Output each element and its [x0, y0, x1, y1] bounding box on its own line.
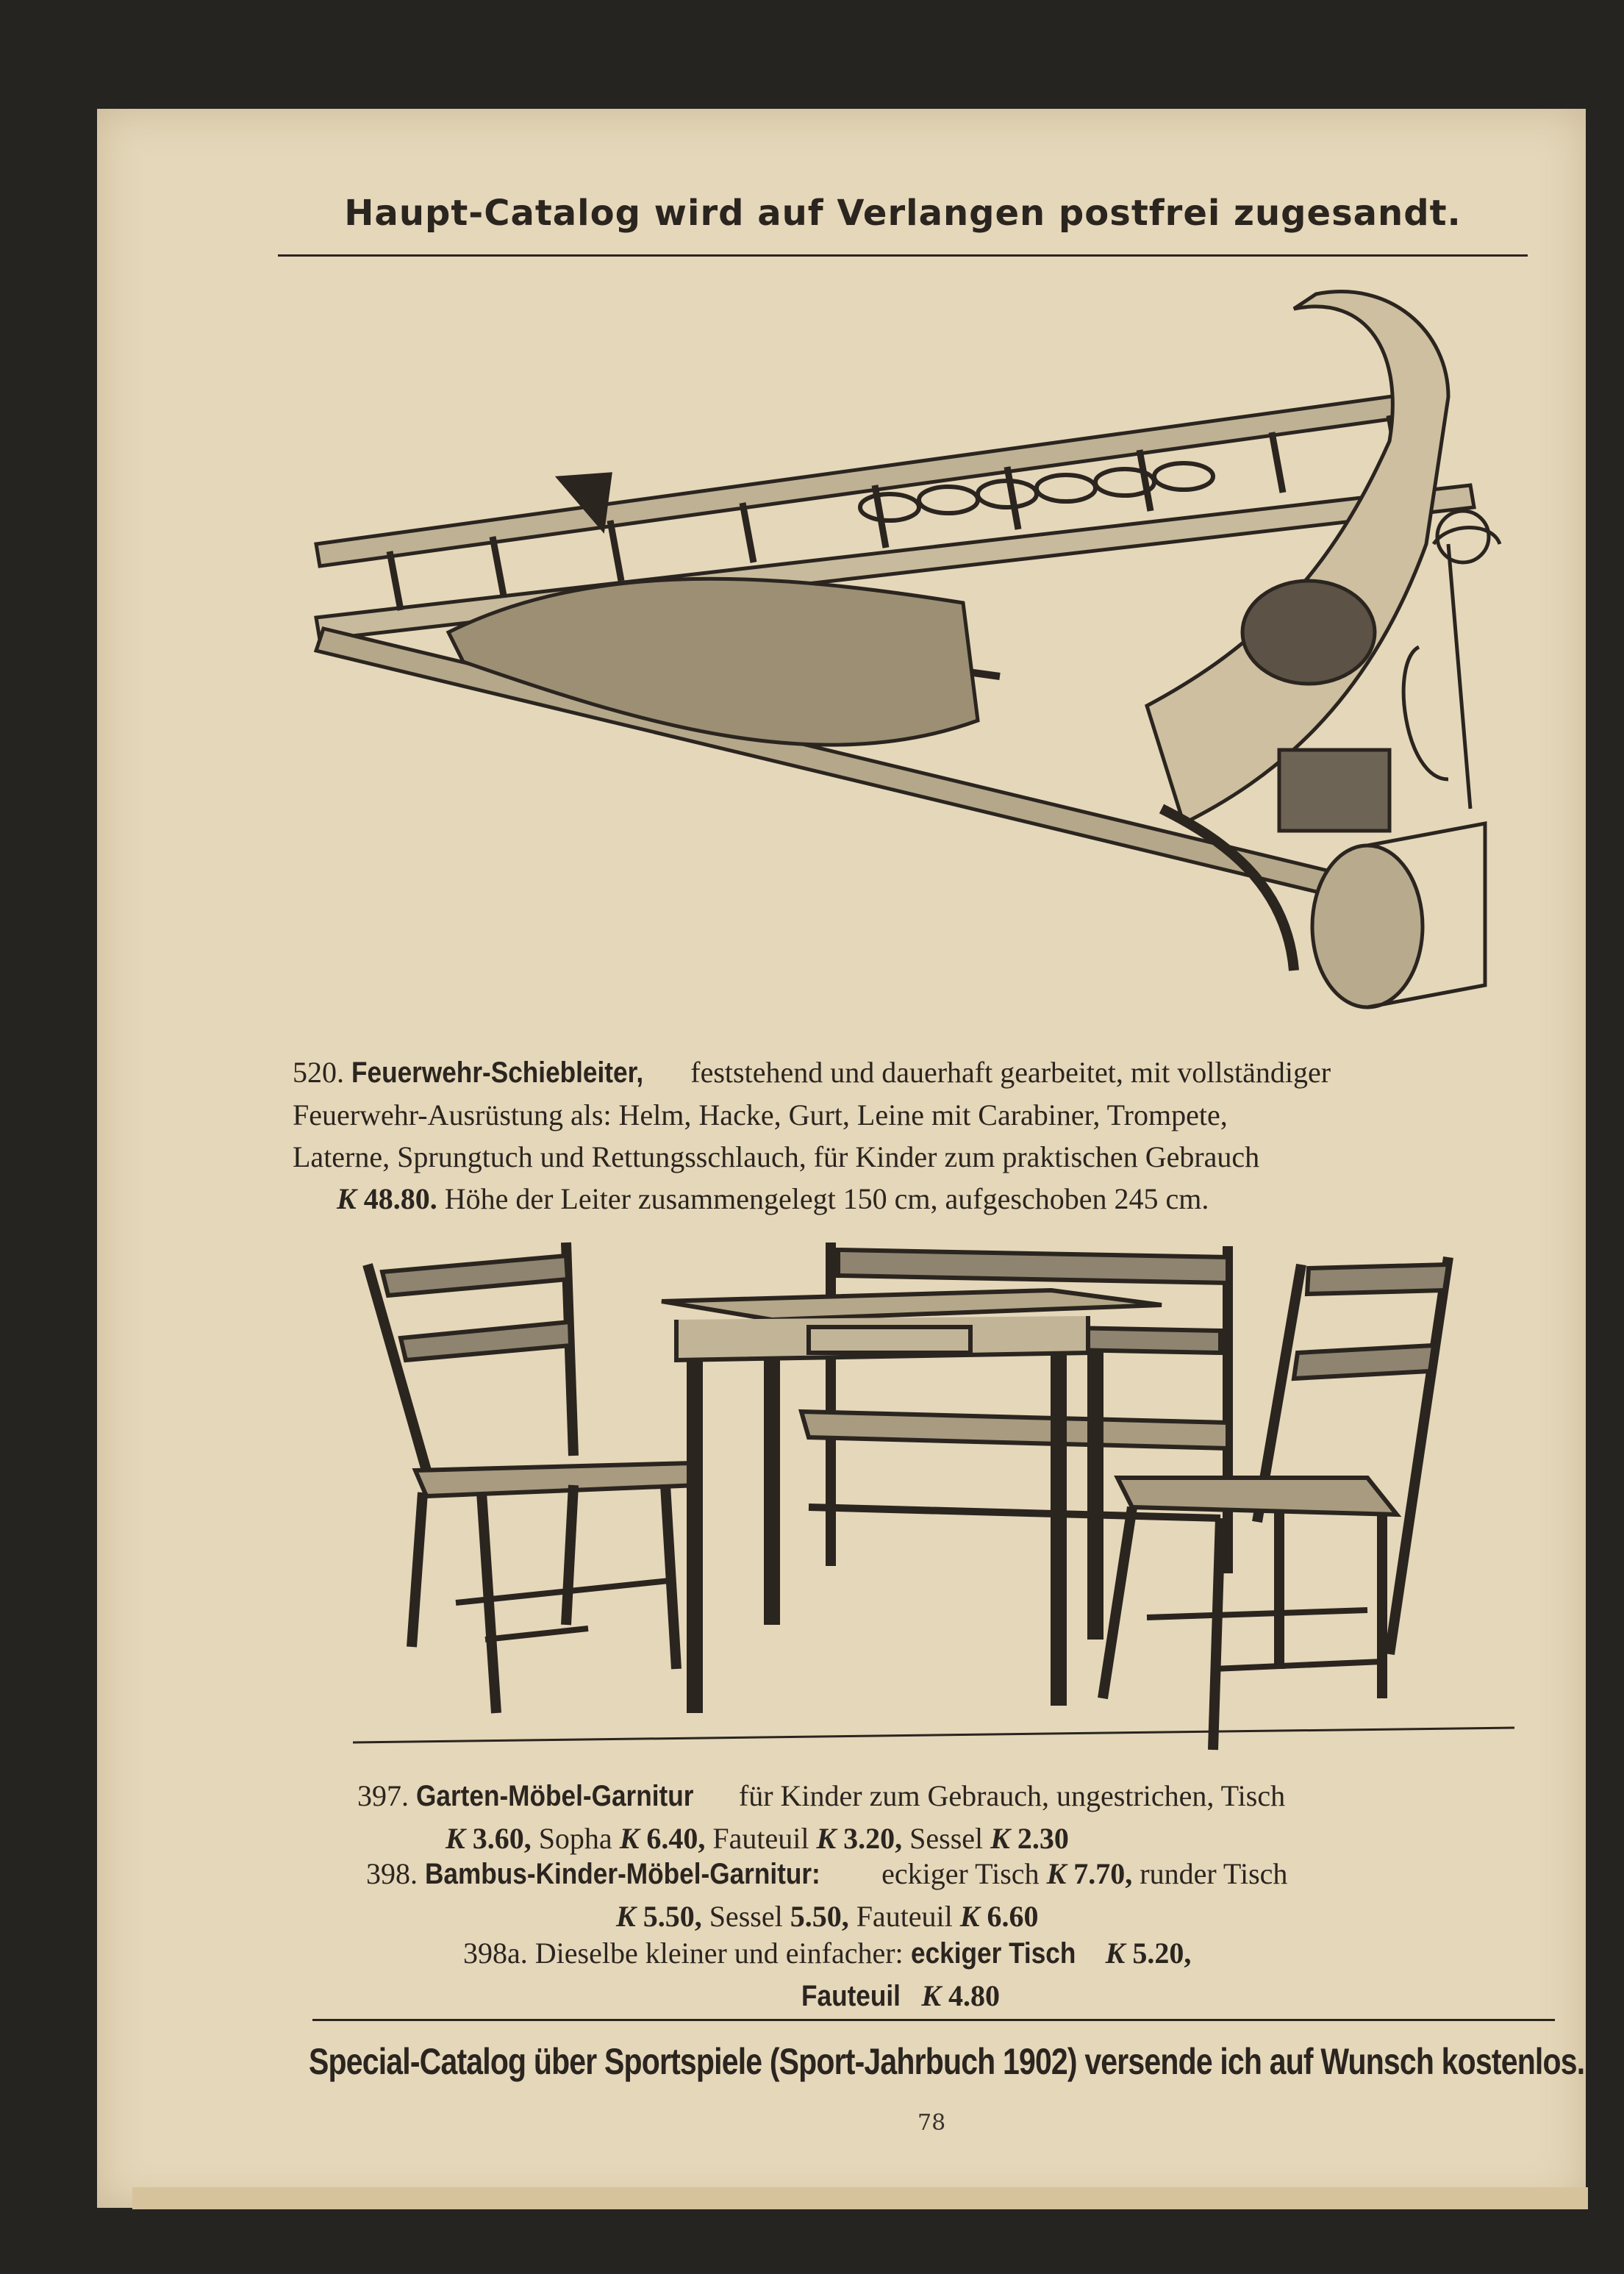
item-398-fauteuil-label: Fauteuil [856, 1900, 953, 1933]
item-397-k2: K [619, 1822, 640, 1855]
item-520-line3: Laterne, Sprungtuch und Rettungsschlauch, für Kinder zum praktischen Gebrauch [293, 1140, 1260, 1173]
fire-ladder-illustration [301, 265, 1507, 1029]
item-520-number: 520. [293, 1056, 344, 1089]
page-header: Haupt-Catalog wird auf Verlangen postfrei zugesandt. [344, 193, 1462, 234]
item-398a-description [463, 1932, 1492, 2017]
item-398-price-eckig: 7.70, [1073, 1857, 1133, 1890]
item-398-description [366, 1853, 1513, 1937]
item-398a-price-tisch: 5.20, [1132, 1937, 1192, 1970]
item-398a-k1: K [1105, 1937, 1126, 1970]
item-398-k2: K [616, 1900, 636, 1933]
item-520-line1: feststehend und dauerhaft gearbeitet, mit vollständiger [690, 1056, 1331, 1089]
footer-rule [312, 2019, 1555, 2021]
item-397-price-fauteuil: 3.20, [843, 1822, 903, 1855]
item-398-runder-tisch: runder Tisch [1140, 1857, 1288, 1890]
item-397-line1: für Kinder zum Gebrauch, ungestrichen, Tisch [738, 1779, 1286, 1812]
item-398-price-rund: 5.50, [643, 1900, 702, 1933]
item-520-line2: Feuerwehr-Ausrüstung als: Helm, Hacke, Gurt, Leine mit Carabiner, Trompete, [293, 1098, 1228, 1131]
item-398a-text: Dieselbe kleiner und einfacher: [534, 1937, 904, 1970]
item-520-price: 48.80. [363, 1182, 437, 1215]
item-397-price-sessel: 2.30 [1017, 1822, 1069, 1855]
item-397-price-table: 3.60, [472, 1822, 532, 1855]
item-397-k1: K [446, 1822, 465, 1855]
item-520-line4: Höhe der Leiter zusammengelegt 150 cm, aufgeschoben 245 cm. [444, 1182, 1209, 1215]
item-397-k3: K [816, 1822, 837, 1855]
item-398-price-fauteuil: 6.60 [987, 1900, 1039, 1933]
item-397-sopha-label: Sopha [538, 1822, 612, 1855]
header-rule [278, 254, 1528, 257]
item-397-price-sopha: 6.40, [646, 1822, 706, 1855]
item-398-sessel-label: Sessel [709, 1900, 783, 1933]
item-397-description [357, 1775, 1504, 1859]
item-398-eckiger-tisch: eckiger Tisch [881, 1857, 1040, 1890]
item-520-title: Feuerwehr-Schiebleiter, [351, 1056, 644, 1089]
item-397-fauteuil-label: Fauteuil [712, 1822, 809, 1855]
item-398-price-sessel: 5.50, [790, 1900, 849, 1933]
item-398a-price-fauteuil: 4.80 [948, 1979, 1001, 2012]
item-397-number: 397. [357, 1779, 409, 1812]
item-398-title: Bambus-Kinder-Möbel-Garnitur: [425, 1858, 820, 1890]
footer-notice: Special-Catalog über Sportspiele (Sport-Jahrbuch 1902) versende ich auf Wunsch kostenlos. [309, 2041, 1585, 2082]
page-edges-bottom [132, 2187, 1588, 2209]
item-398-k4: K [959, 1900, 980, 1933]
item-397-sessel-label: Sessel [909, 1822, 984, 1855]
garden-furniture-illustration [353, 1228, 1514, 1757]
item-398-k1: K [1046, 1857, 1067, 1890]
item-397-title: Garten-Möbel-Garnitur [416, 1780, 694, 1812]
item-398a-number: 398a. [463, 1937, 528, 1970]
item-398a-title: eckiger Tisch [910, 1937, 1076, 1970]
table [662, 1290, 1162, 1713]
item-397-k4: K [990, 1822, 1010, 1855]
item-398a-fauteuil-label: Fauteuil [801, 1980, 901, 2012]
item-398a-k2: K [921, 1979, 942, 2012]
left-chair [368, 1243, 698, 1713]
item-520-price-symbol: K [337, 1182, 357, 1215]
item-398-number: 398. [366, 1857, 418, 1890]
page-number: 78 [917, 2110, 946, 2136]
item-520-description [293, 1051, 1506, 1220]
